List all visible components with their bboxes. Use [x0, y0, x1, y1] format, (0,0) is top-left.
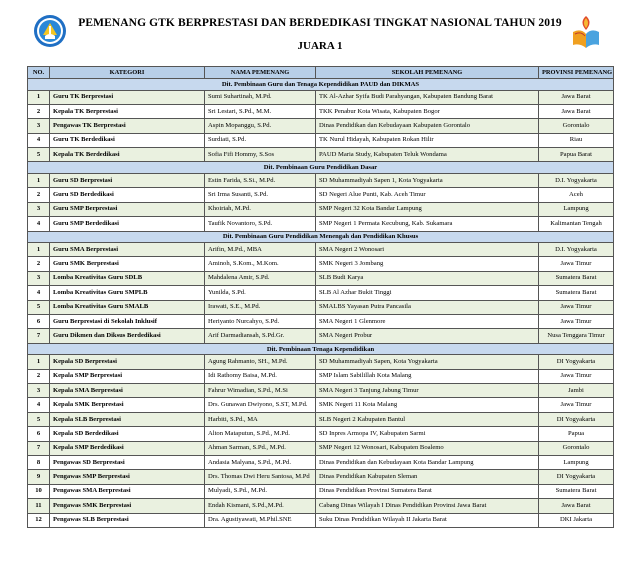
cell-provinsi: Jawa Barat	[539, 499, 614, 513]
table-row	[28, 398, 614, 412]
table-row	[28, 286, 614, 300]
cell-kategori: Kepala SMP Berdedikasi	[50, 441, 205, 455]
cell-nama: Arifin, M.Pd., MBA	[205, 243, 316, 257]
table-row	[28, 384, 614, 398]
cell-kategori: Pengawas SMK Berprestasi	[50, 499, 205, 513]
cell-sekolah: Cabang Dinas Wilayah I Dinas Pendidikan Provinsi Jawa Barat	[316, 499, 539, 513]
table-row	[28, 173, 614, 187]
cell-nama: Taufik Novantoro, S.Pd.	[205, 217, 316, 231]
cell-no: 4	[28, 217, 50, 231]
cell-nama: Fahrur Wimadian, S.Pd., M.Si	[205, 384, 316, 398]
section-title: Dit. Pembinaan Guru Pendidikan Menengah dan Pendidikan Khusus	[28, 231, 614, 243]
section-title: Dit. Pembinaan Guru Pendidikan Dasar	[28, 162, 614, 174]
cell-sekolah: Dinas Pendidikan dan Kebudayaan Kota Bandar Lampung	[316, 455, 539, 469]
cell-provinsi: Gorontalo	[539, 119, 614, 133]
cell-nama: Drs. Gunawan Dwiyono, S.ST, M.Pd.	[205, 398, 316, 412]
cell-kategori: Guru Berprestasi di Sekolah Inklusif	[50, 314, 205, 328]
cell-provinsi: Kalimantan Tengah	[539, 217, 614, 231]
cell-sekolah: SLB Budi Karya	[316, 271, 539, 285]
table-row	[28, 119, 614, 133]
column-header-kategori: KATEGORI	[50, 67, 205, 79]
cell-provinsi: DI Yogyakarta	[539, 470, 614, 484]
cell-no: 3	[28, 384, 50, 398]
cell-no: 7	[28, 441, 50, 455]
table-row	[28, 104, 614, 118]
table-row	[28, 499, 614, 513]
cell-no: 11	[28, 499, 50, 513]
cell-no: 9	[28, 470, 50, 484]
cell-provinsi: Jawa Timur	[539, 398, 614, 412]
cell-sekolah: SMP Negeri 1 Permata Kecubung, Kab. Sukamara	[316, 217, 539, 231]
cell-nama: Agung Rahmanto, SH., M.Pd.	[205, 355, 316, 369]
table-row	[28, 188, 614, 202]
section-header-row	[28, 231, 614, 243]
cell-kategori: Guru SMA Berprestasi	[50, 243, 205, 257]
cell-provinsi: Riau	[539, 133, 614, 147]
cell-kategori: Guru SMP Berdedikasi	[50, 217, 205, 231]
cell-sekolah: SMK Negeri 3 Jombang	[316, 257, 539, 271]
cell-provinsi: Sumatera Barat	[539, 286, 614, 300]
cell-provinsi: DKI Jakarta	[539, 513, 614, 527]
cell-kategori: Guru TK Berprestasi	[50, 90, 205, 104]
cell-nama: Arif Darmadiansah, S.Pd.Gr.	[205, 329, 316, 343]
cell-no: 3	[28, 119, 50, 133]
cell-provinsi: Nusa Tenggara Timur	[539, 329, 614, 343]
table-row	[28, 217, 614, 231]
cell-nama: Estin Farida, S.Si., M.Pd.	[205, 173, 316, 187]
cell-sekolah: SMA Negeri 3 Tanjung Jabung Timur	[316, 384, 539, 398]
cell-no: 5	[28, 300, 50, 314]
cell-nama: Irawati, S.E., M.Pd.	[205, 300, 316, 314]
cell-no: 3	[28, 271, 50, 285]
cell-no: 8	[28, 455, 50, 469]
cell-nama: Mahdalena Amir, S.Pd.	[205, 271, 316, 285]
cell-kategori: Kepala SLB Berprestasi	[50, 412, 205, 426]
section-title: Dit. Pembinaan Tenaga Kependidikan	[28, 343, 614, 355]
cell-nama: Sumi Suhartinah, M.Pd.	[205, 90, 316, 104]
cell-sekolah: SMA Negeri Probur	[316, 329, 539, 343]
cell-kategori: Lomba Kreativitas Guru SMALB	[50, 300, 205, 314]
cell-provinsi: D.I. Yogyakarta	[539, 173, 614, 187]
cell-sekolah: Dinas Pendidikan Kabupaten Sleman	[316, 470, 539, 484]
table-row	[28, 243, 614, 257]
cell-provinsi: Jambi	[539, 384, 614, 398]
cell-kategori: Lomba Kreativitas Guru SDLB	[50, 271, 205, 285]
cell-no: 1	[28, 355, 50, 369]
cell-provinsi: Jawa Timur	[539, 314, 614, 328]
table-row	[28, 369, 614, 383]
cell-nama: Aspin Mopanggu, S.Pd.	[205, 119, 316, 133]
cell-kategori: Guru TK Berdedikasi	[50, 133, 205, 147]
cell-kategori: Guru SD Berprestasi	[50, 173, 205, 187]
cell-no: 4	[28, 286, 50, 300]
column-header-sekolah: SEKOLAH PEMENANG	[316, 67, 539, 79]
table-row	[28, 314, 614, 328]
column-header-provinsi: PROVINSI PEMENANG	[539, 67, 614, 79]
cell-sekolah: SD Negeri Alue Punti, Kab. Aceh Timur	[316, 188, 539, 202]
cell-kategori: Pengawas SMA Berprestasi	[50, 484, 205, 498]
cell-no: 2	[28, 369, 50, 383]
cell-sekolah: SMK Negeri 11 Kota Malang	[316, 398, 539, 412]
cell-nama: Mulyadi, S.Pd., M.Pd.	[205, 484, 316, 498]
cell-provinsi: Jawa Timur	[539, 369, 614, 383]
cell-sekolah: TK Nurul Hidayah, Kabupaten Rokan Hilir	[316, 133, 539, 147]
cell-kategori: Pengawas SD Berprestasi	[50, 455, 205, 469]
cell-sekolah: SMP Negeri 32 Kota Bandar Lampung	[316, 202, 539, 216]
cell-kategori: Guru Dikmen dan Diksus Berdedikasi	[50, 329, 205, 343]
section-title: Dit. Pembinaan Guru dan Tenaga Kependidikan PAUD dan DIKMAS	[28, 79, 614, 91]
cell-kategori: Kepala SMA Berprestasi	[50, 384, 205, 398]
cell-no: 4	[28, 398, 50, 412]
cell-no: 5	[28, 412, 50, 426]
cell-sekolah: SLB Negeri 2 Kabupaten Bantul	[316, 412, 539, 426]
cell-provinsi: Jawa Timur	[539, 300, 614, 314]
cell-provinsi: Sumatera Barat	[539, 271, 614, 285]
table-row	[28, 441, 614, 455]
cell-provinsi: Gorontalo	[539, 441, 614, 455]
table-header-row	[28, 67, 614, 79]
cell-nama: Ahman Sarman, S.Pd., M.Pd.	[205, 441, 316, 455]
cell-provinsi: DI Yogyakarta	[539, 355, 614, 369]
cell-kategori: Guru SMP Berprestasi	[50, 202, 205, 216]
cell-kategori: Pengawas SLB Berprestasi	[50, 513, 205, 527]
table-row	[28, 271, 614, 285]
cell-provinsi: Lampung	[539, 455, 614, 469]
cell-nama: Sri Irma Susanti, S.Pd.	[205, 188, 316, 202]
cell-sekolah: Dinas Pendidikan dan Kebudayaan Kabupaten Gorontalo	[316, 119, 539, 133]
cell-provinsi: Sumatera Barat	[539, 484, 614, 498]
cell-kategori: Kepala SMK Berprestasi	[50, 398, 205, 412]
section-header-row	[28, 79, 614, 91]
cell-nama: Andasia Malyana, S.Pd., M.Pd.	[205, 455, 316, 469]
cell-kategori: Kepala SD Berprestasi	[50, 355, 205, 369]
cell-nama: Surdiati, S.Pd.	[205, 133, 316, 147]
cell-nama: Sri Lestari, S.Pd., M.M.	[205, 104, 316, 118]
cell-no: 12	[28, 513, 50, 527]
page-title: PEMENANG GTK BERPRESTASI DAN BERDEDIKASI TINGKAT NASIONAL TAHUN 2019	[78, 17, 562, 29]
cell-nama: Sofia Fifi Hommy, S.Sos	[205, 148, 316, 162]
cell-nama: Harbiti, S.Pd., MA	[205, 412, 316, 426]
cell-provinsi: Jawa Timur	[539, 257, 614, 271]
cell-kategori: Kepala TK Berprestasi	[50, 104, 205, 118]
cell-sekolah: SMA Negeri 1 Glenmore	[316, 314, 539, 328]
cell-sekolah: SLB Al Azhar Bukit Tinggi	[316, 286, 539, 300]
cell-sekolah: Suku Dinas Pendidikan Wilayah II Jakarta Barat	[316, 513, 539, 527]
cell-sekolah: SD Inpres Armopa IV, Kabupaten Sarmi	[316, 427, 539, 441]
cell-provinsi: Lampung	[539, 202, 614, 216]
cell-no: 10	[28, 484, 50, 498]
cell-sekolah: SD Muhammadiyah Sapen, Kota Yogyakarta	[316, 355, 539, 369]
table-row	[28, 202, 614, 216]
cell-kategori: Kepala SMP Berprestasi	[50, 369, 205, 383]
cell-no: 2	[28, 104, 50, 118]
cell-no: 6	[28, 427, 50, 441]
cell-nama: Yunilda, S.Pd.	[205, 286, 316, 300]
cell-kategori: Guru SMK Berprestasi	[50, 257, 205, 271]
cell-nama: Drs. Thomas Dwi Heru Santosa, M.Pd	[205, 470, 316, 484]
cell-nama: Dra. Agustiyawati, M.Phil.SNE	[205, 513, 316, 527]
cell-sekolah: PAUD Maria Study, Kabupaten Teluk Wondama	[316, 148, 539, 162]
table-row	[28, 329, 614, 343]
cell-kategori: Lomba Kreativitas Guru SMPLB	[50, 286, 205, 300]
cell-provinsi: Aceh	[539, 188, 614, 202]
table-row	[28, 133, 614, 147]
cell-no: 7	[28, 329, 50, 343]
table-body	[28, 79, 614, 528]
section-header-row	[28, 162, 614, 174]
cell-provinsi: Papua	[539, 427, 614, 441]
cell-no: 5	[28, 148, 50, 162]
table-row	[28, 148, 614, 162]
cell-provinsi: Jawa Barat	[539, 90, 614, 104]
cell-no: 1	[28, 243, 50, 257]
cell-sekolah: TK Al-Azhar Syifa Budi Parahyangan, Kabupaten Bandung Barat	[316, 90, 539, 104]
section-header-row	[28, 343, 614, 355]
cell-sekolah: TKK Penabur Kota Wisata, Kabupaten Bogor	[316, 104, 539, 118]
table-row	[28, 412, 614, 426]
table-row	[28, 455, 614, 469]
cell-no: 6	[28, 314, 50, 328]
cell-no: 1	[28, 173, 50, 187]
cell-nama: Idi Rathomy Baisa, M.Pd.	[205, 369, 316, 383]
table-row	[28, 90, 614, 104]
cell-provinsi: DI Yogyakarta	[539, 412, 614, 426]
cell-sekolah: Dinas Pendidikan Provinsi Sumatera Barat	[316, 484, 539, 498]
cell-sekolah: SMA Negeri 2 Wonosari	[316, 243, 539, 257]
cell-sekolah: SD Muhammadiyah Sapen 1, Kota Yogyakarta	[316, 173, 539, 187]
cell-provinsi: D.I. Yogyakarta	[539, 243, 614, 257]
column-header-nama: NAMA PEMENANG	[205, 67, 316, 79]
cell-nama: Heriyanto Nurcahyo, S.Pd.	[205, 314, 316, 328]
cell-no: 4	[28, 133, 50, 147]
table-row	[28, 470, 614, 484]
table-row	[28, 513, 614, 527]
cell-kategori: Kepala SD Berdedikasi	[50, 427, 205, 441]
table-row	[28, 484, 614, 498]
cell-no: 1	[28, 90, 50, 104]
cell-sekolah: SMALBS Yayasan Putra Pancasila	[316, 300, 539, 314]
table-row	[28, 300, 614, 314]
page-subtitle: JUARA 1	[297, 40, 343, 52]
cell-nama: Khoiriah, M.Pd.	[205, 202, 316, 216]
table-row	[28, 257, 614, 271]
cell-provinsi: Papua Barat	[539, 148, 614, 162]
winners-table	[27, 66, 614, 528]
cell-nama: Endah Kismani, S.Pd.,M.Pd.	[205, 499, 316, 513]
cell-kategori: Kepala TK Berdedikasi	[50, 148, 205, 162]
cell-nama: Aminoh, S.Kom., M.Kom.	[205, 257, 316, 271]
cell-kategori: Guru SD Berdedikasi	[50, 188, 205, 202]
column-header-no: NO.	[28, 67, 50, 79]
cell-kategori: Pengawas SMP Berprestasi	[50, 470, 205, 484]
table-row	[28, 427, 614, 441]
cell-sekolah: SMP Negeri 12 Wonosari, Kabupaten Boalemo	[316, 441, 539, 455]
cell-nama: Alton Mataputun, S.Pd., M.Pd.	[205, 427, 316, 441]
cell-sekolah: SMP Islam Sabilillah Kota Malang	[316, 369, 539, 383]
cell-provinsi: Jawa Barat	[539, 104, 614, 118]
cell-no: 2	[28, 188, 50, 202]
cell-no: 2	[28, 257, 50, 271]
table-row	[28, 355, 614, 369]
cell-no: 3	[28, 202, 50, 216]
cell-kategori: Pengawas TK Berprestasi	[50, 119, 205, 133]
